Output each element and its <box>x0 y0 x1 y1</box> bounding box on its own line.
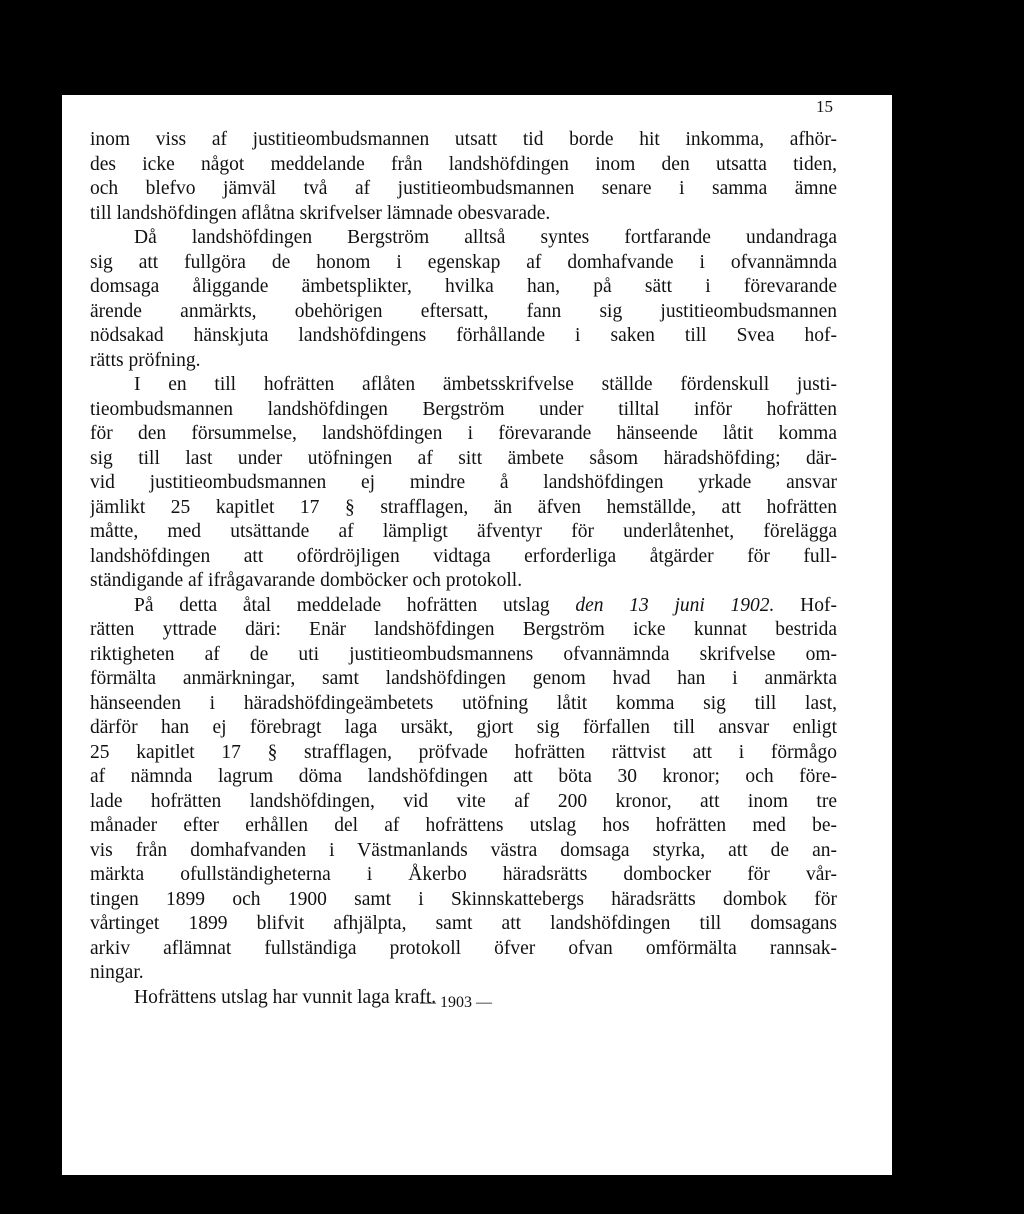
text-line: måtte, med utsättande af lämpligt äfventyr för underlåtenhet, förelägga <box>90 521 837 542</box>
text-line: nödsakad hänskjuta landshöfdingens förhållande i saken till Svea hof- <box>90 325 837 346</box>
text-line: sig till last under utöfningen af sitt ämbete såsom häradshöfding; där- <box>90 447 837 469</box>
text-line: vårtinget 1899 blifvit afhjälpta, samt att landshöfdingen till domsagans <box>90 913 837 934</box>
text-line: arkiv aflämnat fullständiga protokoll öfver ofvan omförmälta rannsak- <box>90 937 837 959</box>
text-line: vis från domhafvanden i Västmanlands västra domsaga styrka, att de an- <box>90 839 837 861</box>
text-line: därför han ej förebragt laga ursäkt, gjort sig förfallen till ansvar enligt <box>90 717 837 738</box>
text-line: till landshöfdingen aflåtna skrifvelser lämnade obesvarade. <box>90 202 551 224</box>
text-line: tieombudsmannen landshöfdingen Bergström under tilltal inför hofrätten <box>90 398 837 420</box>
page-number: 15 <box>816 97 833 116</box>
text-line: förmälta anmärkningar, samt landshöfdingen genom hvad han i anmärkta <box>90 668 837 689</box>
text-line: vid justitieombudsmannen ej mindre å landshöfdingen yrkade ansvar <box>90 472 837 493</box>
text-line: 25 kapitlet 17 § strafflagen, pröfvade hofrätten rättvist att i förmågo <box>90 741 837 763</box>
text-line: ärende anmärkts, obehörigen eftersatt, fann sig justitieombudsmannen <box>90 300 837 322</box>
ruling-date: den 13 juni 1902. <box>575 594 775 616</box>
text-line: månader efter erhållen del af hofrättens utslag hos hofrätten med be- <box>90 815 837 836</box>
text-line-dated <box>90 594 837 619</box>
text-fragment: På detta åtal meddelade hofrätten utslag <box>134 594 576 616</box>
text-line: Hofrättens utslag har vunnit laga kraft. <box>134 986 437 1008</box>
text-line: ständigande af ifrågavarande domböcker och protokoll. <box>90 570 523 591</box>
text-line: sig att fullgöra de honom i egenskap af domhafvande i ofvannämnda <box>90 251 837 273</box>
text-line: I en till hofrätten aflåten ämbetsskrifvelse ställde fördenskull justi- <box>134 374 837 395</box>
text-line: rätts pröfning. <box>90 349 201 371</box>
text-line: riktigheten af de uti justitieombudsmannens ofvannämnda skrifvelse om- <box>90 643 837 665</box>
text-line: jämlikt 25 kapitlet 17 § strafflagen, än äfven hemställde, att hofrätten <box>90 496 837 518</box>
text-line: för den försummelse, landshöfdingen i förevarande hänseende låtit komma <box>90 423 837 444</box>
text-line: ningar. <box>90 962 144 983</box>
text-line: tingen 1899 och 1900 samt i Skinnskattebergs häradsrätts dombok för <box>90 888 837 910</box>
text-line: lade hofrätten landshöfdingen, vid vite af 200 kronor, att inom tre <box>90 790 837 812</box>
text-line: Då landshöfdingen Bergström alltså syntes fortfarande undandraga <box>134 227 837 248</box>
text-fragment: Hof- <box>774 594 837 616</box>
text-line: domsaga åliggande ämbetsplikter, hvilka han, på sätt i förevarande <box>90 276 837 297</box>
text-line: landshöfdingen att ofördröjligen vidtaga erforderliga åtgärder för full- <box>90 545 837 567</box>
text-line: hänseenden i häradshöfdingeämbetets utöfning låtit komma sig till last, <box>90 692 837 714</box>
body-text <box>90 128 837 1010</box>
text-line: af nämnda lagrum döma landshöfdingen att böta 30 kronor; och före- <box>90 766 837 787</box>
text-line: inom viss af justitieombudsmannen utsatt tid borde hit inkomma, afhör- <box>90 129 837 150</box>
text-line: des icke något meddelande från landshöfdingen inom den utsatta tiden, <box>90 153 837 175</box>
text-line: rätten yttrade däri: Enär landshöfdingen Bergström icke kunnat bestrida <box>90 619 837 640</box>
year-footer: — 1903 — <box>420 994 492 1011</box>
text-line: och blefvo jämväl två af justitieombudsmannen senare i samma ämne <box>90 178 837 199</box>
text-line: märkta ofullständigheterna i Åkerbo häradsrätts dombocker för vår- <box>90 864 837 885</box>
